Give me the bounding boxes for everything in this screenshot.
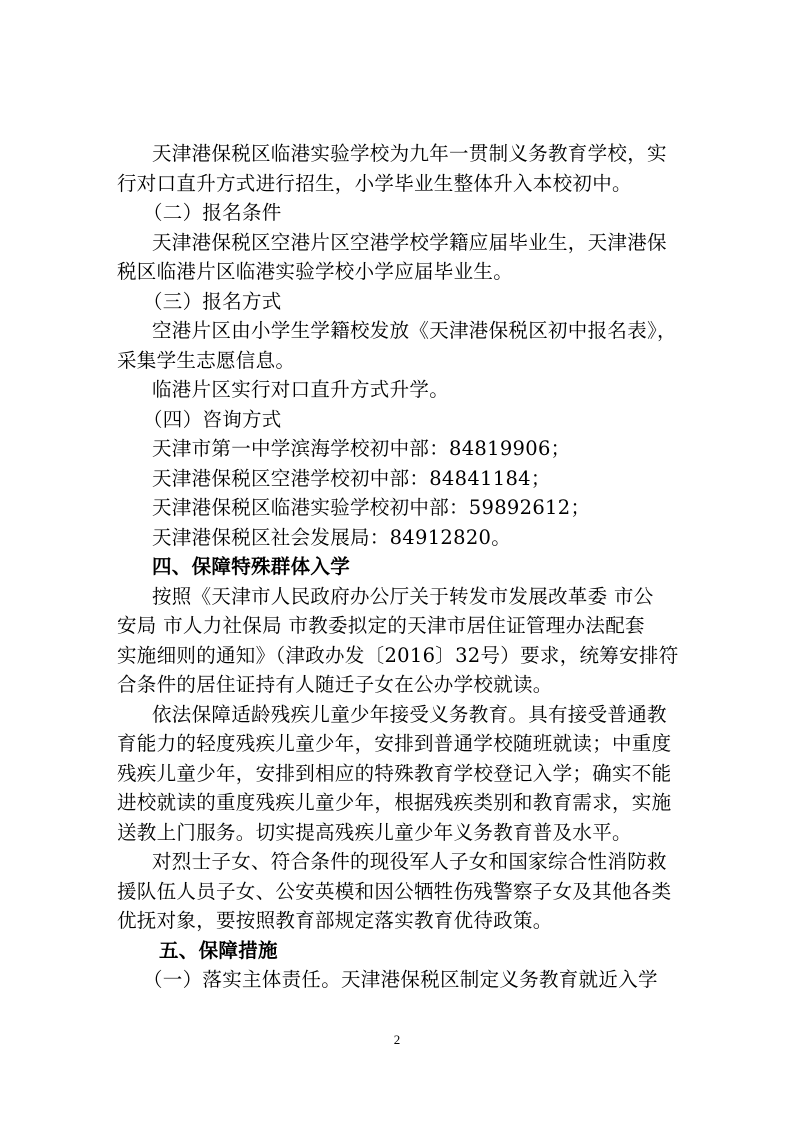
text-line: 天津港保税区临港实验学校初中部：59892612； (152, 496, 591, 519)
text-line: （二）报名条件 (143, 201, 282, 224)
text-line: 送教上门服务。切实提高残疾儿童少年义务教育普及水平。 (117, 820, 632, 844)
text-line: 安局 市人力社保局 市教委拟定的天津市居住证管理办法配套 (117, 614, 645, 637)
text-line: 优抚对象，要按照教育部规定落实教育优待政策。 (117, 909, 553, 932)
text-line: （一）落实主体责任。天津港保税区制定义务教育就近入学 (143, 968, 658, 991)
text-line: 采集学生志愿信息。 (117, 348, 296, 372)
text-line: 合条件的居住证持有人随迁子女在公办学校就读。 (117, 673, 553, 696)
text-line: 育能力的轻度残疾儿童少年，安排到普通学校随班就读；中重度 (117, 732, 672, 755)
text-line: 实施细则的通知》（津政办发〔2016〕32号）要求，统筹安排符 (117, 643, 679, 667)
text-line: 空港片区由小学生学籍校发放《天津港保税区初中报名表》， (152, 319, 677, 342)
text-line: 援队伍人员子女、公安英模和因公牺牲伤残警察子女及其他各类 (117, 879, 672, 903)
section-heading: 五、保障措施 (159, 938, 278, 962)
text-line: 对烈士子女、符合条件的现役军人子女和国家综合性消防救 (152, 850, 667, 873)
text-line: 天津市第一中学滨海学校初中部：84819906； (152, 437, 571, 460)
text-line: 按照《天津市人民政府办公厅关于转发市发展改革委 市公 (152, 584, 654, 608)
text-line: 行对口直升方式进行招生，小学毕业生整体升入本校初中。 (117, 171, 632, 195)
text-line: 残疾儿童少年，安排到相应的特殊教育学校登记入学；确实不能 (117, 761, 672, 785)
text-line: 税区临港片区临港实验学校小学应届毕业生。 (117, 260, 514, 283)
text-line: 天津港保税区社会发展局：84912820。 (152, 525, 512, 549)
page-number: 2 (393, 1032, 401, 1047)
text-line: 天津港保税区空港学校初中部：84841184； (152, 466, 551, 490)
text-line: （三）报名方式 (143, 289, 282, 313)
text-line: 进校就读的重度残疾儿童少年，根据残疾类别和教育需求，实施 (117, 791, 672, 814)
text-line: 临港片区实行对口直升方式升学。 (152, 378, 450, 401)
text-line: 天津港保税区空港片区空港学校学籍应届毕业生，天津港保 (152, 230, 667, 254)
text-line: （四）咨询方式 (143, 407, 282, 431)
text-line: 天津港保税区临港实验学校为九年一贯制义务教育学校，实 (152, 142, 667, 165)
section-heading: 四、保障特殊群体入学 (152, 555, 351, 578)
text-line: 依法保障适龄残疾儿童少年接受义务教育。具有接受普通教 (152, 702, 667, 726)
